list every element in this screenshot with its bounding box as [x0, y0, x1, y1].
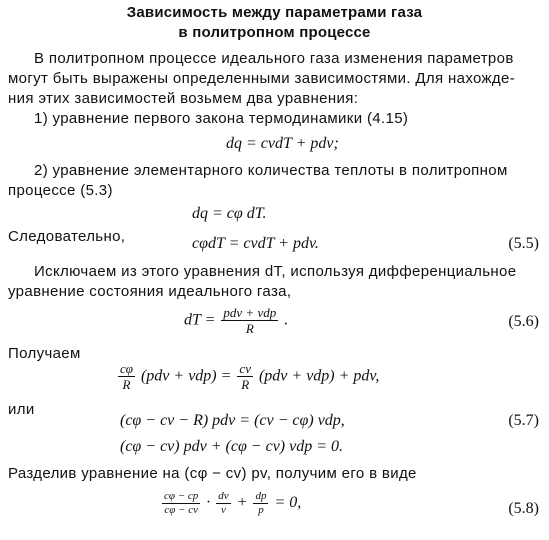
formula-5-7-a: (cφ − cv − R) pdv = (cv − cφ) vdp, [120, 412, 345, 429]
paragraph-line: могут быть выражены определенными зависимостями. Для нахожде- [8, 70, 516, 87]
list-item-2: 2) уравнение элементарного количества теплоты в политропном [34, 162, 508, 179]
fraction-numerator: pdv + vdp [223, 305, 277, 320]
formula-part: (pdv + vdp) = [140, 367, 232, 385]
fraction-denominator: R [122, 377, 131, 392]
fraction-numerator: cv [239, 361, 251, 376]
formula-part: (pdv + vdp) + pdv, [258, 367, 380, 385]
fraction [221, 306, 278, 336]
fraction-denominator: cφ − cv [164, 504, 198, 516]
fraction-numerator: cφ − cp [164, 490, 199, 502]
formula-5-6 [184, 306, 288, 336]
fraction-denominator: R [245, 321, 254, 336]
fraction [253, 490, 268, 517]
formula-end: = 0, [274, 494, 302, 512]
formula-derived [116, 362, 379, 392]
fraction-denominator: v [221, 504, 226, 516]
fraction [237, 362, 253, 392]
paragraph-line: Разделив уравнение на (cφ − cv) pv, получим его в виде [8, 465, 417, 482]
fraction-numerator: dv [218, 490, 229, 502]
section-title-line-2: в политропном процессе [178, 24, 371, 41]
fraction-numerator: dp [255, 490, 267, 502]
paragraph-line: Получаем [8, 345, 81, 362]
formula-dot: · [206, 494, 211, 512]
equation-number-5-6: (5.6) [508, 313, 539, 330]
section-title-line-1: Зависимость между параметрами газа [126, 4, 423, 21]
fraction [216, 490, 230, 517]
fraction-denominator: R [241, 377, 250, 392]
paragraph-line: уравнение состояния идеального газа, [8, 283, 292, 300]
paragraph-line: Исключаем из этого уравнения dT, используя дифференциальное [34, 263, 517, 280]
fraction-denominator: p [258, 504, 264, 516]
fraction-numerator: cφ [120, 361, 133, 376]
equation-number-5-7: (5.7) [508, 412, 539, 429]
paragraph-line: В политропном процессе идеального газа изменения параметров [34, 50, 514, 67]
equation-number-5-5: (5.5) [508, 235, 539, 252]
formula-5-7-b: (cφ − cv) pdv + (cφ − cv) vdp = 0. [120, 438, 344, 455]
formula-5-5: cφdT = cvdT + pdv. [192, 235, 319, 252]
formula-first-law: dq = cvdT + pdv; [226, 135, 339, 152]
formula-plus: + [236, 494, 248, 512]
paragraph-line: или [8, 401, 35, 418]
formula-end: . [284, 311, 289, 329]
paragraph-line: Следовательно, [8, 228, 126, 245]
formula-5-8 [160, 490, 301, 517]
fraction [162, 490, 200, 517]
formula-heat-polytropic: dq = cφ dT. [192, 205, 267, 222]
formula-lhs: dT = [184, 311, 216, 329]
paragraph-line: процессе (5.3) [8, 182, 113, 199]
fraction [118, 362, 135, 392]
equation-number-5-8: (5.8) [508, 500, 539, 517]
paragraph-line: ния этих зависимостей возьмем два уравнения: [8, 90, 359, 107]
list-item-1: 1) уравнение первого закона термодинамики (4.15) [34, 110, 409, 127]
